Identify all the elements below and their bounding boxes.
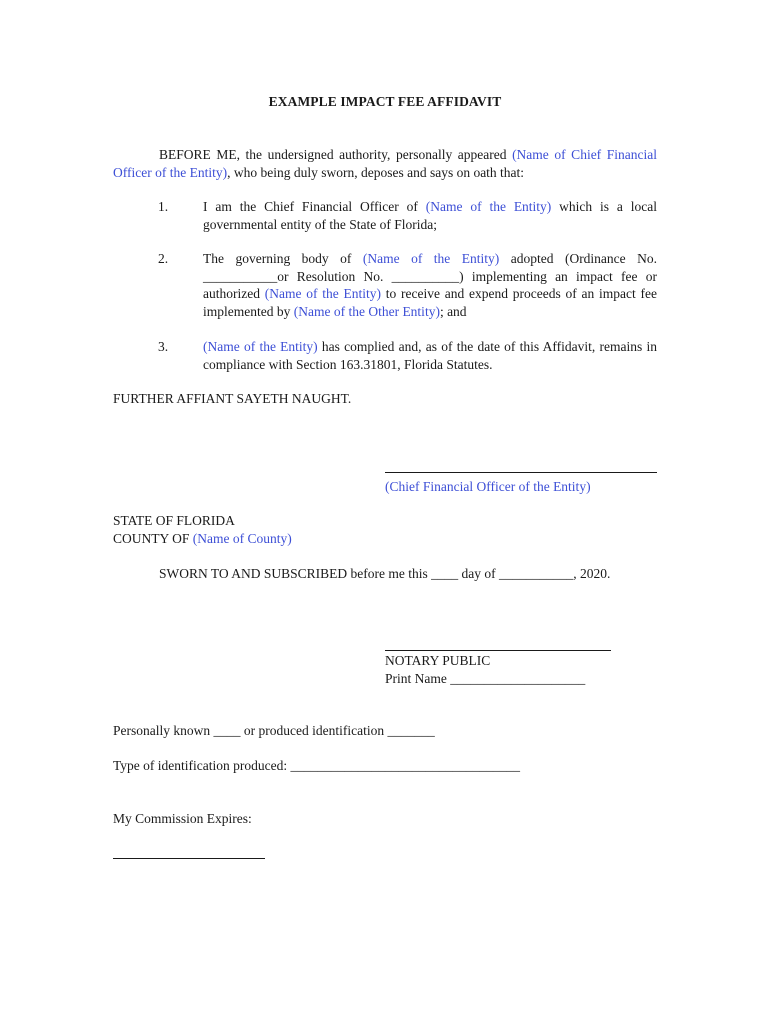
item-1-placeholder-entity: (Name of the Entity) xyxy=(425,199,552,214)
intro-text-2: , who being duly sworn, deposes and says on oath that: xyxy=(227,164,525,180)
commission-expires-label: My Commission Expires: xyxy=(113,811,252,826)
sworn-statement: SWORN TO AND SUBSCRIBED before me this ____ day of ___________, 2020. xyxy=(159,566,611,581)
county-line xyxy=(113,530,292,548)
item-2-number: 2. xyxy=(158,251,169,266)
commission-expires-line xyxy=(113,858,265,859)
item-2-text xyxy=(203,250,657,320)
further-affiant: FURTHER AFFIANT SAYETH NAUGHT. xyxy=(113,391,352,406)
item-3-text xyxy=(203,338,657,373)
item-2-text-1: The governing body of xyxy=(203,251,363,266)
intro-text-1: BEFORE ME, the undersigned authority, personally appeared xyxy=(159,147,513,162)
item-1-text-1: I am the Chief Financial Officer of xyxy=(203,199,426,214)
item-3-placeholder-entity: (Name of the Entity) xyxy=(203,339,318,354)
state-line: STATE OF FLORIDA xyxy=(113,513,235,528)
document-title: EXAMPLE IMPACT FEE AFFIDAVIT xyxy=(268,94,502,109)
intro-paragraph xyxy=(113,146,657,181)
item-2-text-4: ; and xyxy=(439,303,467,319)
item-2-text-2: adopted (Ordinance No. ___________or Resolution No. __________) implementing an impact fee or authorized xyxy=(203,251,658,301)
type-of-identification-line: Type of identification produced: __________________________________ xyxy=(113,758,520,773)
item-1-text-2: which is a local governmental entity of the State of Florida; xyxy=(203,199,657,232)
county-placeholder: (Name of County) xyxy=(192,531,292,546)
notary-public-label: NOTARY PUBLIC xyxy=(385,653,491,668)
item-3-number: 3. xyxy=(158,339,169,354)
item-1-text xyxy=(203,198,657,233)
item-2-placeholder-entity-2: (Name of the Entity) xyxy=(264,286,382,301)
item-3-text-1: has complied and, as of the date of this Affidavit, remains in compliance with Section 163.31801, Florida Statutes. xyxy=(203,339,657,372)
notary-signature-line xyxy=(385,650,611,651)
cfo-signature-label: (Chief Financial Officer of the Entity) xyxy=(385,479,591,494)
item-1-number: 1. xyxy=(158,199,169,214)
item-2-placeholder-entity-1: (Name of the Entity) xyxy=(362,251,500,266)
intro-placeholder-cfo: (Name of Chief Financial Officer of the Entity) xyxy=(113,147,657,180)
item-2-text-3: to receive and expend proceeds of an impact fee implemented by xyxy=(203,286,658,319)
item-2-placeholder-other-entity: (Name of the Other Entity) xyxy=(293,303,440,319)
county-prefix: COUNTY OF xyxy=(113,531,193,546)
cfo-signature-line xyxy=(385,472,657,473)
print-name-line: Print Name ____________________ xyxy=(385,671,586,686)
personally-known-line: Personally known ____ or produced identification _______ xyxy=(113,723,435,738)
